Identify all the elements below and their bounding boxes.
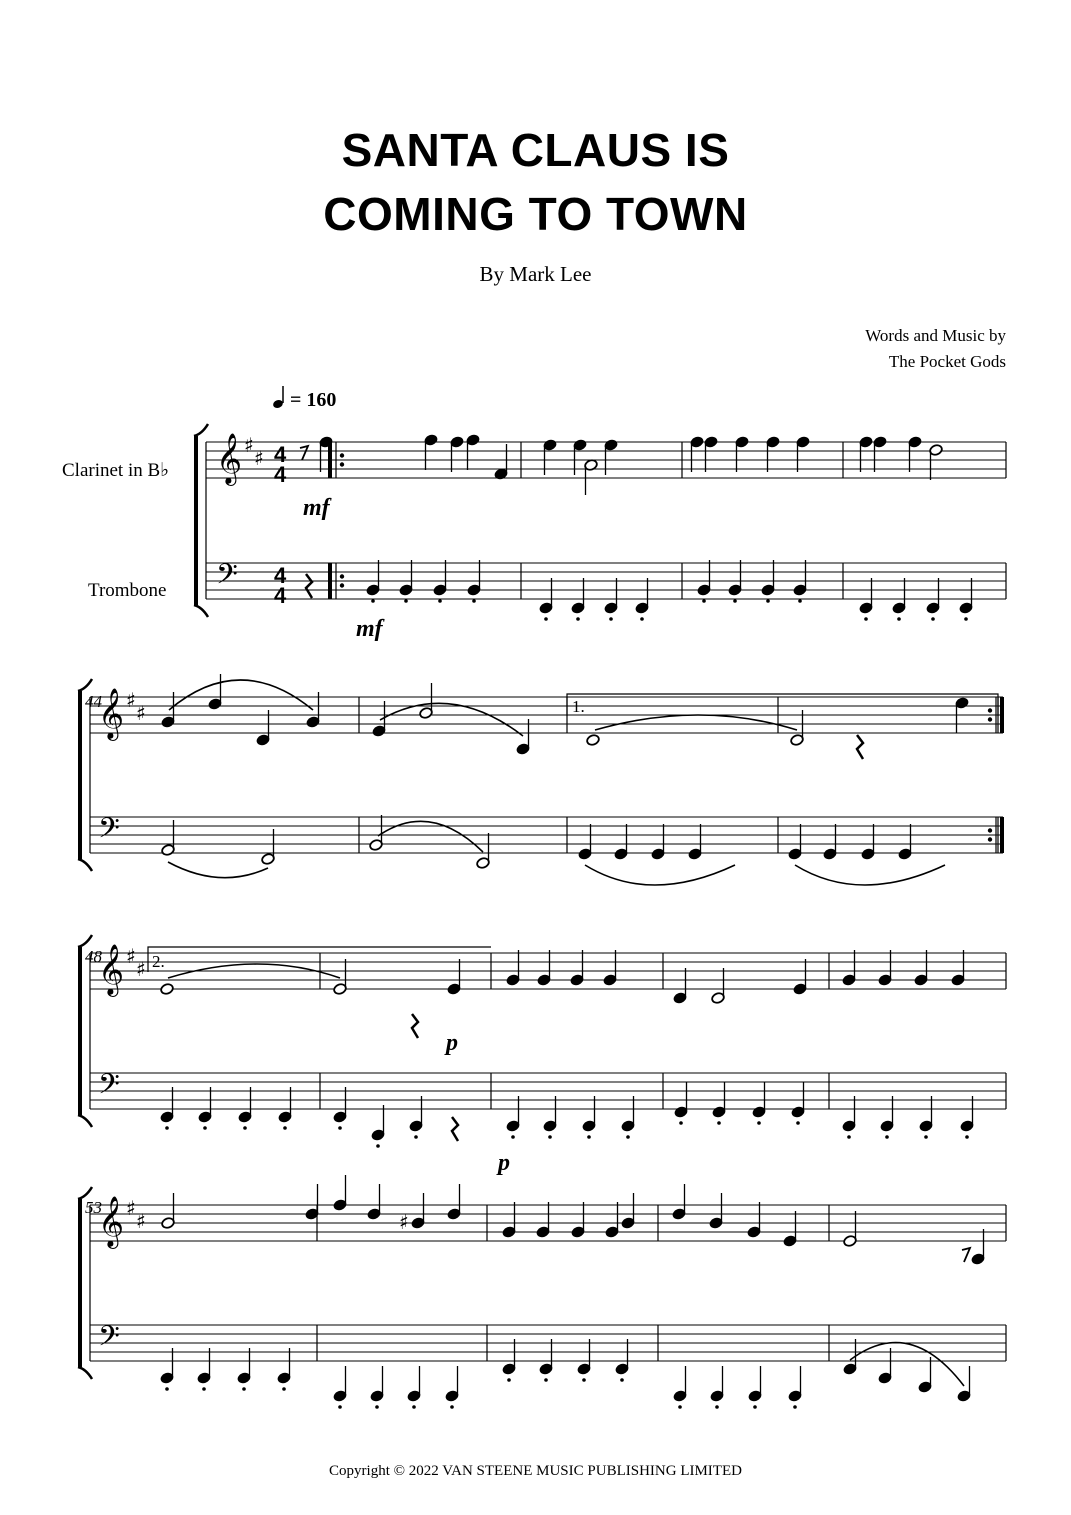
staccato-dot <box>640 617 644 621</box>
repeat-dot <box>988 837 992 841</box>
staccato-dot <box>897 617 901 621</box>
repeat-dot <box>340 583 344 587</box>
time-sig-top: 4 <box>274 442 287 467</box>
staccato-dot <box>165 1126 169 1130</box>
bracket-hook <box>78 1367 92 1379</box>
slur <box>380 703 523 736</box>
staccato-dot <box>931 617 935 621</box>
staccato-dot <box>472 599 476 603</box>
time-sig-bottom: 4 <box>274 583 287 608</box>
treble-clef-icon: 𝄞 <box>98 1196 125 1247</box>
sharp-icon: ♯ <box>126 688 136 712</box>
staccato-dot <box>412 1405 416 1409</box>
staccato-dot <box>587 1135 591 1139</box>
staccato-dot <box>203 1126 207 1130</box>
sharp-icon: ♯ <box>254 446 264 470</box>
staccato-dot <box>165 1387 169 1391</box>
quarter-rest <box>306 574 312 598</box>
bracket-hook <box>194 605 208 617</box>
bracket-hook <box>78 1115 92 1127</box>
bass-clef-icon: 𝄢 <box>98 1320 120 1360</box>
bracket-hook <box>78 679 92 691</box>
bass-clef-icon: 𝄢 <box>98 812 120 852</box>
staccato-dot <box>864 617 868 621</box>
time-sig-top: 4 <box>274 563 287 588</box>
repeat-dot <box>988 717 992 721</box>
credit-line-1: Words and Music by <box>865 326 1006 345</box>
staccato-dot <box>702 599 706 603</box>
bass-clef-icon: 𝄢 <box>98 1068 120 1108</box>
staccato-dot <box>965 1135 969 1139</box>
time-signature-clarinet <box>274 442 287 487</box>
staccato-dot <box>847 1135 851 1139</box>
staccato-dot <box>376 1144 380 1148</box>
time-signature-trombone <box>274 563 287 608</box>
instrument-clarinet: Clarinet in B♭ <box>62 460 170 481</box>
staccato-dot <box>544 617 548 621</box>
staccato-dot <box>715 1405 719 1409</box>
staccato-dot <box>202 1387 206 1391</box>
dynamic-mf: mf <box>303 495 330 521</box>
volta-second-label: 2. <box>152 952 165 971</box>
staccato-dot <box>678 1405 682 1409</box>
quarter-rest <box>452 1117 458 1141</box>
copyright: Copyright © 2022 VAN STEENE MUSIC PUBLISHING LIMITED <box>329 1463 742 1479</box>
staccato-dot <box>885 1135 889 1139</box>
sharp-icon: ♯ <box>126 944 136 968</box>
staccato-dot <box>507 1378 511 1382</box>
tempo-marking <box>272 386 336 411</box>
bracket-hook <box>194 424 208 436</box>
note-head <box>586 734 600 747</box>
slur <box>795 865 945 885</box>
staccato-dot <box>283 1126 287 1130</box>
staccato-dot <box>753 1405 757 1409</box>
staccato-dot <box>375 1405 379 1409</box>
staccato-dot <box>620 1378 624 1382</box>
eighth-rest <box>962 1248 970 1262</box>
sharp-icon: ♯ <box>136 957 146 981</box>
time-sig-bottom: 4 <box>274 462 287 487</box>
staccato-dot <box>576 617 580 621</box>
eighth-rest <box>300 446 308 460</box>
sharp-icon: ♯ <box>126 1196 136 1220</box>
bracket-hook <box>78 935 92 947</box>
slur <box>585 865 735 885</box>
staccato-dot <box>338 1126 342 1130</box>
repeat-dot <box>988 708 992 712</box>
staccato-dot <box>414 1135 418 1139</box>
dynamic-p: p <box>498 1150 510 1176</box>
staccato-dot <box>679 1121 683 1125</box>
measure-number: 53 <box>85 1198 102 1217</box>
title-line-1: SANTA CLAUS IS <box>341 124 730 176</box>
quarter-note-icon <box>272 399 284 410</box>
arranger: By Mark Lee <box>479 262 592 286</box>
repeat-dot <box>988 828 992 832</box>
staccato-dot <box>404 599 408 603</box>
staccato-dot <box>544 1378 548 1382</box>
staccato-dot <box>924 1135 928 1139</box>
staccato-dot <box>282 1387 286 1391</box>
title-line-2: COMING TO TOWN <box>323 188 748 240</box>
measure-number: 44 <box>85 692 102 711</box>
sharp-icon: ♯ <box>136 1209 146 1233</box>
staccato-dot <box>450 1405 454 1409</box>
treble-clef-icon: 𝄞 <box>98 688 125 739</box>
staccato-dot <box>511 1135 515 1139</box>
bass-clef-icon: 𝄢 <box>216 558 238 598</box>
bracket-hook <box>78 859 92 871</box>
staccato-dot <box>796 1121 800 1125</box>
slur <box>850 1343 964 1386</box>
staccato-dot <box>609 617 613 621</box>
slur <box>168 862 268 878</box>
staccato-dot <box>793 1405 797 1409</box>
tempo-value: = 160 <box>290 389 337 411</box>
treble-clef-icon: 𝄞 <box>98 944 125 995</box>
staccato-dot <box>733 599 737 603</box>
staccato-dot <box>757 1121 761 1125</box>
measure-number: 48 <box>85 947 102 966</box>
sharp-icon: ♯ <box>399 1210 409 1234</box>
volta-first-label: 1. <box>572 697 585 716</box>
repeat-dot <box>340 453 344 457</box>
staccato-dot <box>798 599 802 603</box>
staccato-dot <box>438 599 442 603</box>
quarter-rest <box>857 735 863 759</box>
staccato-dot <box>243 1126 247 1130</box>
credit-line-2: The Pocket Gods <box>888 352 1006 371</box>
staccato-dot <box>242 1387 246 1391</box>
staccato-dot <box>548 1135 552 1139</box>
repeat-dot <box>340 462 344 466</box>
staccato-dot <box>964 617 968 621</box>
staccato-dot <box>338 1405 342 1409</box>
staccato-dot <box>582 1378 586 1382</box>
tie <box>595 715 797 730</box>
staccato-dot <box>626 1135 630 1139</box>
repeat-dot <box>340 574 344 578</box>
dynamic-p: p <box>446 1030 458 1056</box>
sharp-icon: ♯ <box>136 701 146 725</box>
dynamic-mf: mf <box>356 616 383 642</box>
staccato-dot <box>371 599 375 603</box>
staccato-dot <box>717 1121 721 1125</box>
staccato-dot <box>766 599 770 603</box>
sharp-icon: ♯ <box>244 433 254 457</box>
quarter-rest <box>412 1014 418 1038</box>
treble-clef-icon: 𝄞 <box>216 433 243 484</box>
instrument-trombone: Trombone <box>88 580 167 601</box>
note-head <box>160 983 174 996</box>
